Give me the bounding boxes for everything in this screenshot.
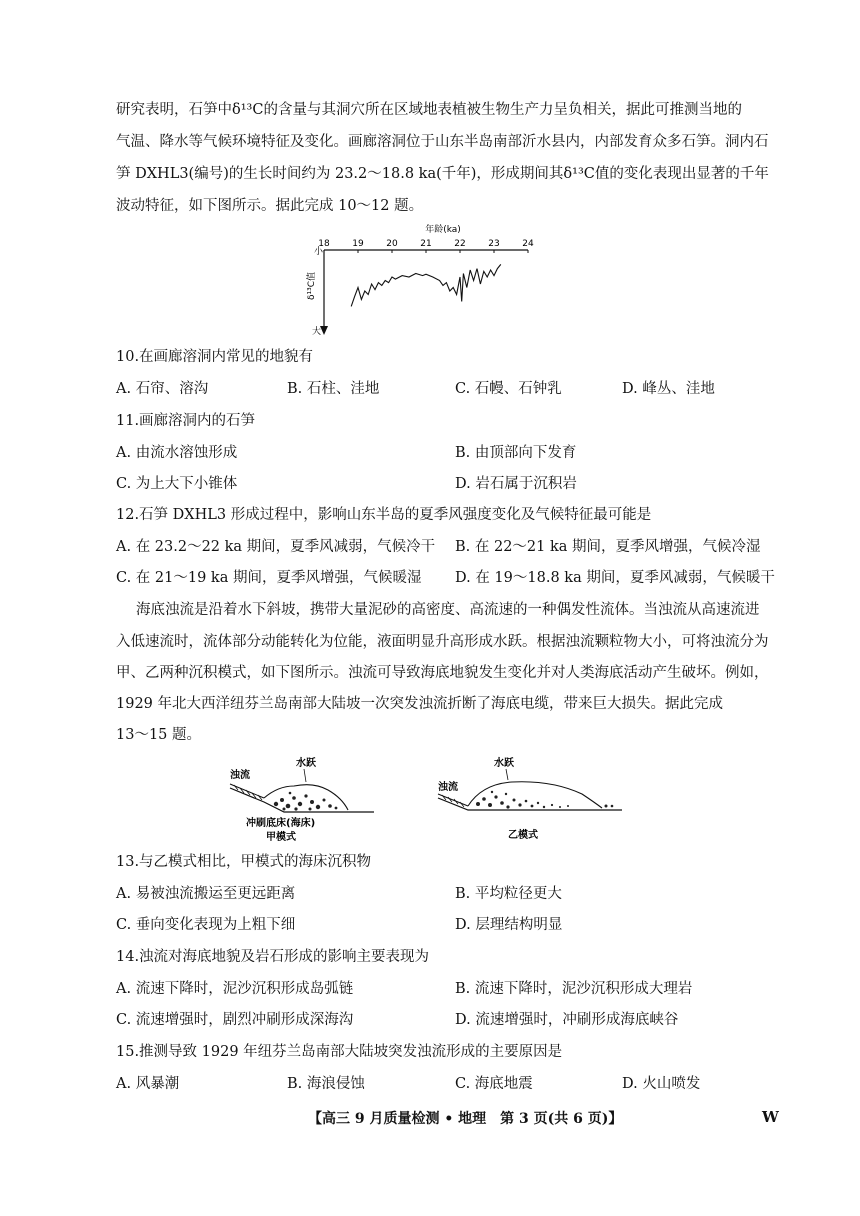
passage2-line1: 海底浊流是沿着水下斜坡，携带大量泥砂的高密度、高流速的一种偶发性流体。当浊流从高速流进 <box>136 602 760 618</box>
jia-turbidity-label: 浊流 <box>230 770 250 781</box>
chart-series-line <box>351 264 501 306</box>
jia-bed-label: 冲刷底床(海床) <box>246 818 316 829</box>
q15-option-c[interactable]: C. 海底地震 <box>455 1076 533 1092</box>
q11-stem: 11.画廊溶洞内的石笋 <box>116 413 256 429</box>
jia-jump-label: 水跃 <box>296 758 316 769</box>
q13-option-c[interactable]: C. 垂向变化表现为上粗下细 <box>116 917 296 933</box>
q11-option-d[interactable]: D. 岩石属于沉积岩 <box>455 476 577 492</box>
chart-ylabel: δ¹³C值 <box>307 271 317 300</box>
q13-option-d[interactable]: D. 层理结构明显 <box>455 917 563 933</box>
q15-option-a[interactable]: A. 风暴潮 <box>116 1076 180 1092</box>
jia-mode-figure <box>224 752 384 842</box>
page-footer: 【高三 9 月质量检测 • 地理 第 3 页(共 6 页)】 <box>308 1111 623 1127</box>
chart-x-tick-label: 20 <box>386 239 398 249</box>
chart-y-bottom-label: 大 <box>312 327 322 337</box>
yi-jump-label: 水跃 <box>494 758 514 769</box>
chart-x-tick-label: 18 <box>318 239 330 249</box>
q10-option-a[interactable]: A. 石帘、溶沟 <box>116 381 209 397</box>
q13-option-b[interactable]: B. 平均粒径更大 <box>455 886 562 902</box>
q12-option-d[interactable]: D. 在 19～18.8 ka 期间，夏季风减弱，气候暖干 <box>455 570 775 586</box>
jia-caption: 甲模式 <box>266 832 296 842</box>
yi-seabed-line <box>438 798 622 810</box>
q14-option-d[interactable]: D. 流速增强时，冲刷形成海底峡谷 <box>455 1012 679 1028</box>
q15-option-b[interactable]: B. 海浪侵蚀 <box>287 1076 365 1092</box>
chart-x-ticks <box>318 239 534 253</box>
q12-option-c[interactable]: C. 在 21～19 ka 期间，夏季风增强，气候暖湿 <box>116 570 422 586</box>
q11-option-c[interactable]: C. 为上大下小锥体 <box>116 476 238 492</box>
passage1-line4: 波动特征，如下图所示。据此完成 10～12 题。 <box>116 198 424 214</box>
passage2-line5: 13～15 题。 <box>116 727 202 743</box>
q12-option-b[interactable]: B. 在 22～21 ka 期间，夏季风增强，气候冷湿 <box>455 539 761 555</box>
chart-x-tick-label: 22 <box>454 239 466 249</box>
chart-y-arrow <box>320 326 328 335</box>
jia-deposits <box>274 792 338 811</box>
chart-xlabel: 年龄(ka) <box>425 225 461 235</box>
passage2-line2: 入低速流时，流体部分动能转化为位能，液面明显升高形成水跃。根据浊流颗粒物大小，可将浊流分为 <box>116 634 769 650</box>
q10-option-b[interactable]: B. 石柱、洼地 <box>287 381 380 397</box>
passage2-line4: 1929 年北大西洋纽芬兰岛南部大陆坡一次突发浊流折断了海底电缆，带来巨大损失。据此完成 <box>116 696 724 712</box>
passage1-line3: 笋 DXHL3(编号)的生长时间约为 23.2～18.8 ka(千年)，形成期间其δ¹³C值的变化表现出显著的千年 <box>116 166 769 182</box>
yi-deposits <box>476 791 613 809</box>
q10-stem: 10.在画廊溶洞内常见的地貌有 <box>116 349 314 365</box>
jia-seabed-line <box>230 788 374 812</box>
q12-option-a[interactable]: A. 在 23.2～22 ka 期间，夏季风减弱，气候冷干 <box>116 539 436 555</box>
q10-option-c[interactable]: C. 石幔、石钟乳 <box>455 381 562 397</box>
passage1-line1: 研究表明，石笋中δ¹³C的含量与其洞穴所在区域地表植被生物生产力呈负相关，据此可推测当地的 <box>116 102 742 118</box>
chart-y-top-label: 小 <box>314 247 324 257</box>
q12-stem: 12.石笋 DXHL3 形成过程中，影响山东半岛的夏季风强度变化及气候特征最可能是 <box>116 507 652 523</box>
chart-x-tick-label: 19 <box>352 239 364 249</box>
q14-option-b[interactable]: B. 流速下降时，泥沙沉积形成大理岩 <box>455 981 693 997</box>
q14-option-a[interactable]: A. 流速下降时，泥沙沉积形成岛弧链 <box>116 981 354 997</box>
q11-option-a[interactable]: A. 由流水溶蚀形成 <box>116 445 238 461</box>
yi-caption: 乙模式 <box>508 830 538 841</box>
chart-x-tick-label: 24 <box>522 239 534 249</box>
passage2-line3: 甲、乙两种沉积模式，如下图所示。浊流可导致海底地貌发生变化并对人类海底活动产生破坏。例如， <box>116 665 769 681</box>
yi-jump-surface <box>468 782 602 808</box>
d13c-chart <box>300 222 560 340</box>
q15-option-d[interactable]: D. 火山喷发 <box>622 1076 701 1092</box>
footer-mark: W <box>762 1108 779 1126</box>
q13-stem: 13.与乙模式相比，甲模式的海床沉积物 <box>116 854 372 870</box>
chart-x-tick-label: 23 <box>488 239 500 249</box>
q14-stem: 14.浊流对海底地貌及岩石形成的影响主要表现为 <box>116 949 430 965</box>
yi-turbidity-label: 浊流 <box>438 782 458 793</box>
q14-option-c[interactable]: C. 流速增强时，剧烈冲刷形成深海沟 <box>116 1012 354 1028</box>
q15-stem: 15.推测导致 1929 年纽芬兰岛南部大陆坡突发浊流形成的主要原因是 <box>116 1044 563 1060</box>
q13-option-a[interactable]: A. 易被浊流搬运至更远距离 <box>116 886 296 902</box>
q11-option-b[interactable]: B. 由顶部向下发育 <box>455 445 577 461</box>
passage1-line2: 气温、降水等气候环境特征及变化。画廊溶洞位于山东半岛南部沂水县内，内部发育众多石笋。洞内石 <box>116 134 769 150</box>
q10-option-d[interactable]: D. 峰丛、洼地 <box>622 381 715 397</box>
yi-mode-figure <box>432 752 632 842</box>
chart-x-tick-label: 21 <box>420 239 432 249</box>
